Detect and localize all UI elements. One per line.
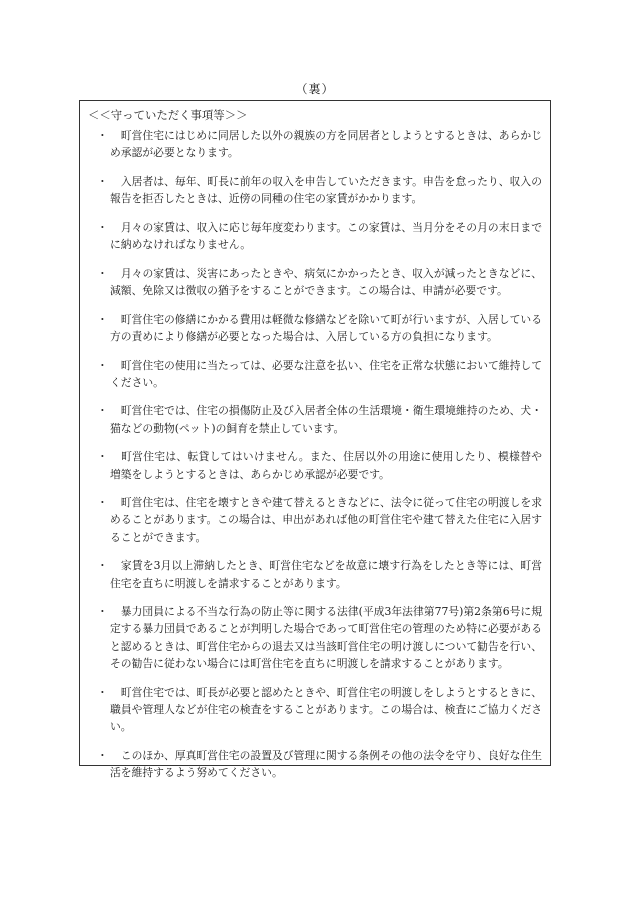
bullet: ・ [97, 312, 108, 326]
list-item [88, 747, 542, 781]
list-item [88, 494, 542, 546]
list-item [88, 265, 542, 299]
item-text: 町営住宅の使用に当たっては、必要な注意を払い、住宅を正常な状態において維持してください。 [110, 358, 542, 389]
list-item [88, 127, 542, 161]
page-heading: （裏） [295, 82, 335, 96]
box-title: ＜＜守っていただく事項等＞＞ [88, 108, 248, 122]
item-text: 暴力団員による不当な行為の防止等に関する法律(平成3年法律第77号)第2条第6号に規定する暴力団員であることが判明した場合であって町営住宅の管理のため特に必要があると認めるときは、町営住宅からの退去又は当該町営住宅の明け渡しについて勧告を行い、その勧告に従わない場合には町営住宅を直ちに明渡しを請求することがあります。 [110, 605, 542, 670]
bullet: ・ [97, 129, 108, 142]
item-text: 月々の家賃は、収入に応じ毎年度変わります。この家賃は、当月分をその月の末日までに納めなければなりません。 [110, 220, 542, 252]
bullet: ・ [97, 174, 108, 188]
item-text: このほか、厚真町営住宅の設置及び管理に関する条例その他の法令を守り、良好な住生活を維持するよう努めてください。 [110, 748, 542, 779]
rules-box [79, 100, 551, 779]
list-item [88, 684, 542, 736]
bullet: ・ [97, 605, 108, 619]
bullet: ・ [97, 450, 108, 464]
item-text: 町営住宅は、転貸してはいけません。また、住居以外の用途に使用したり、模様替や増築をしようとするときは、あらかじめ承認が必要です。 [110, 450, 542, 481]
bullet: ・ [97, 358, 108, 372]
list-item [88, 603, 542, 672]
bullet: ・ [97, 266, 108, 280]
list-item [88, 311, 542, 345]
item-text: 月々の家賃は、災害にあったときや、病気にかかったとき、収入が減ったときなどに、減額、免除又は徴収の猶予をすることができます。この場合は、申請が必要です。 [110, 266, 542, 297]
item-text: 町営住宅は、住宅を壊すときや建て替えるときなどに、法令に従って住宅の明渡しを求めることがあります。この場合は、申出があれば他の町営住宅や建て替えた住宅に入居することができます。 [110, 496, 542, 544]
item-text: 町営住宅の修繕にかかる費用は軽微な修繕などを除いて町が行いますが、入居している方の責めにより修繕が必要となった場合は、入居している方の負担になります。 [110, 312, 542, 343]
bullet: ・ [97, 559, 108, 573]
list-item [88, 448, 542, 482]
bullet: ・ [97, 404, 108, 418]
list-item [88, 173, 542, 207]
list-item [88, 402, 542, 436]
bullet: ・ [97, 748, 108, 762]
bullet: ・ [97, 220, 108, 234]
item-text: 町営住宅では、住宅の損傷防止及び入居者全体の生活環境・衛生環境維持のため、犬・猫などの動物(ペット)の飼育を禁止しています。 [110, 404, 542, 435]
bullet: ・ [97, 496, 108, 510]
list-item [88, 219, 542, 253]
rules-list [88, 127, 542, 781]
item-text: 家賃を3月以上滞納したとき、町営住宅などを故意に壊す行為をしたとき等には、町営住宅を直ちに明渡しを請求することがあります。 [110, 559, 542, 590]
item-text: 入居者は、毎年、町長に前年の収入を申告していただきます。申告を怠ったり、収入の報告を拒否したときは、近傍の同種の住宅の家賃がかかります。 [110, 174, 542, 206]
bullet: ・ [97, 685, 108, 699]
item-text: 町営住宅では、町長が必要と認めたときや、町営住宅の明渡しをしようとするときに、職員や管理人などが住宅の検査をすることがあります。この場合は、検査にご協力ください。 [110, 685, 542, 733]
list-item [88, 357, 542, 391]
list-item [88, 557, 542, 591]
item-text: 町営住宅にはじめに同居した以外の親族の方を同居者としようとするときは、あらかじめ承認が必要となります。 [110, 129, 542, 160]
